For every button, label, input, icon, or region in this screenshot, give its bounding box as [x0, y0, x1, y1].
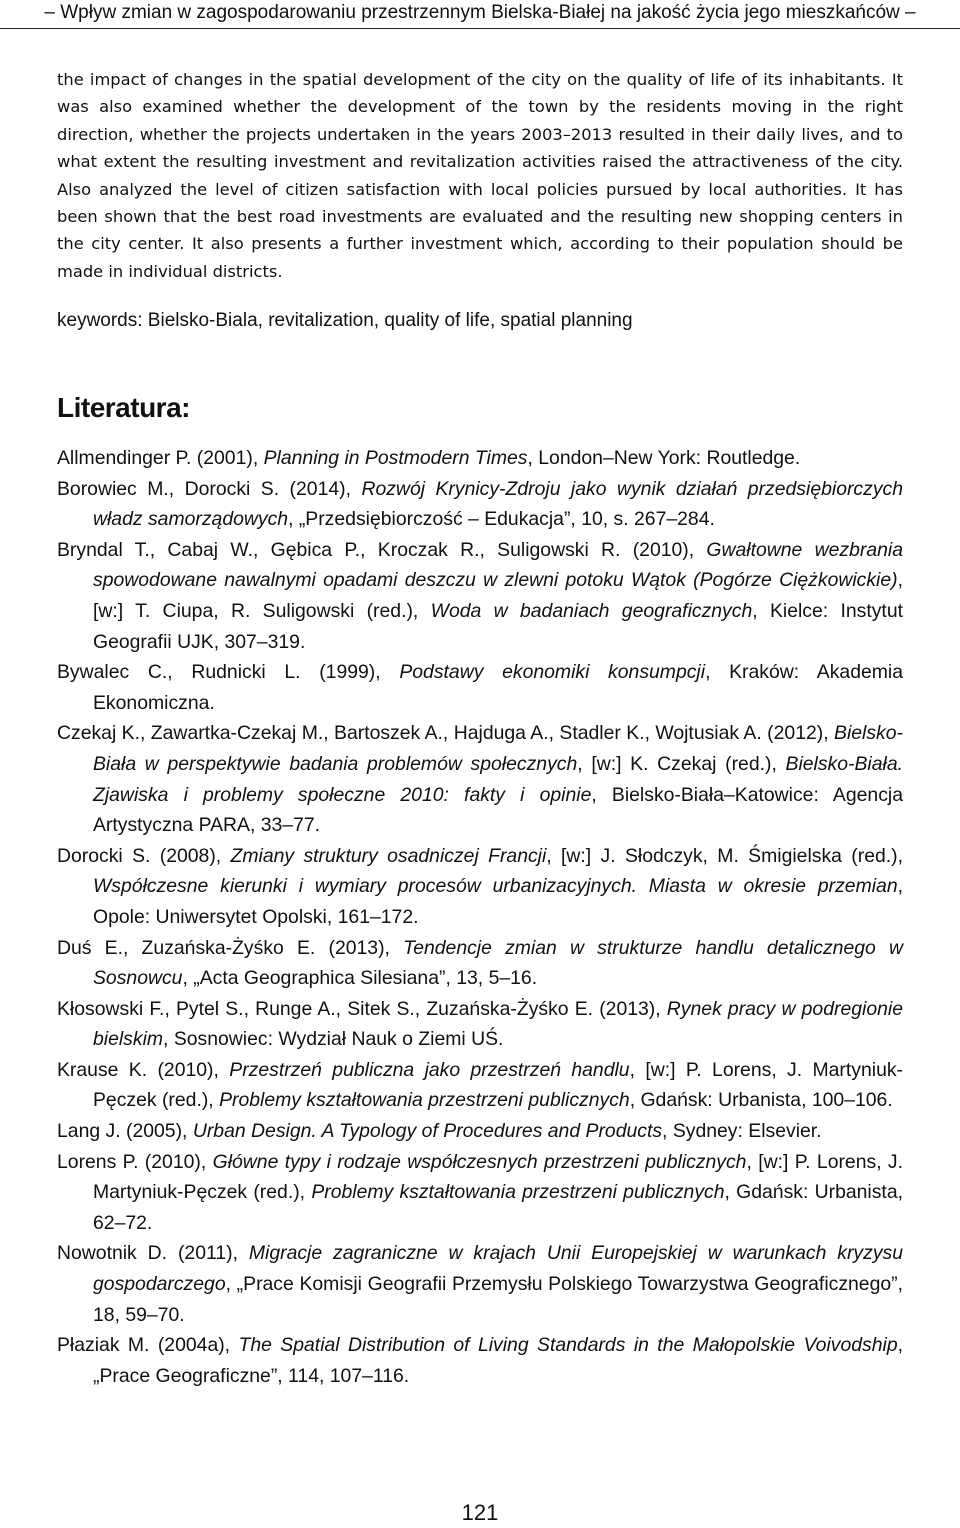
- reference-item: Allmendinger P. (2001), Planning in Postmodern Times, London–New York: Routledge.: [57, 447, 801, 469]
- keywords: keywords: Bielsko-Biala, revitalization, quality of life, spatial planning: [57, 310, 633, 331]
- abstract-lead: the impact of changes in the spatial development of the city on the quality of life of its inhabitants.: [57, 70, 886, 89]
- reference-item: Bryndal T., Cabaj W., Gębica P., Kroczak R., Suligowski R. (2010), Gwałtowne wezbrania spowodowane nawalnymi opadami deszczu w zlewni potoku Wątok (Pogórze Ciężkowickie), [w:] T. Ciupa, R. Suligowski (red.), Woda w badaniach geograficznych, Kielce: Instytut Geografii UJK, 307–319.: [57, 538, 903, 653]
- abstract-body: It was also examined whether the development of the town by the residents moving in the right direction, whether the projects undertaken in the years 2003–2013 resulted in their daily lives, and to what extent the resulting investment and revitalization activities raised the attractiveness of the city. Also analyzed the level of citizen satisfaction with local policies pursued by local authorities. It has been shown that the best road investments are evaluated and the resulting new shopping centers in the city center. It also presents a further investment which, according to their population should be made in individual districts.: [57, 70, 903, 281]
- page-number: 121: [461, 1500, 499, 1525]
- reference-item: Bywalec C., Rudnicki L. (1999), Podstawy ekonomiki konsumpcji, Kraków: Akademia Ekonomiczna.: [57, 661, 904, 714]
- reference-item: Kłosowski F., Pytel S., Runge A., Sitek S., Zuzańska-Żyśko E. (2013), Rynek pracy w podregionie bielskim, Sosnowiec: Wydział Nauk o Ziemi UŚ.: [57, 997, 903, 1051]
- reference-item: Duś E., Zuzańska-Żyśko E. (2013), Tendencje zmian w strukturze handlu detalicznego w Sosnowcu, „Acta Geographica Silesiana”, 13, 5–16.: [57, 936, 903, 990]
- reference-item: Czekaj K., Zawartka-Czekaj M., Bartoszek A., Hajduga A., Stadler K., Wojtusiak A. (2012), Bielsko-Biała w perspektywie badania problemów społecznych, [w:] K. Czekaj (red.), Bielsko-Biała. Zjawiska i problemy społeczne 2010: fakty i opinie, Bielsko-Biała–Katowice: Agencja Artystyczna PARA, 33–77.: [57, 722, 903, 837]
- reference-item: Borowiec M., Dorocki S. (2014), Rozwój Krynicy-Zdroju jako wynik działań przedsiębiorczych władz samorządowych, „Przedsiębiorczość – Edukacja”, 10, s. 267–284.: [57, 477, 903, 531]
- reference-item: Krause K. (2010), Przestrzeń publiczna jako przestrzeń handlu, [w:] P. Lorens, J. Martyniuk-Pęczek (red.), Problemy kształtowania przestrzeni publicznych, Gdańsk: Urbanista, 100–106.: [57, 1058, 904, 1112]
- abstract: [57, 66, 903, 285]
- literature-heading: Literatura:: [57, 392, 190, 423]
- reference-list: [57, 443, 903, 1391]
- reference-item: Płaziak M. (2004a), The Spatial Distribution of Living Standards in the Małopolskie Voivodship, „Prace Geograficzne”, 114, 107–116.: [57, 1334, 903, 1387]
- reference-item: Dorocki S. (2008), Zmiany struktury osadniczej Francji, [w:] J. Słodczyk, M. Śmigielska (red.), Współczesne kierunki i wymiary procesów urbanizacyjnych. Miasta w okresie przemian, Opole: Uniwersytet Opolski, 161–172.: [57, 844, 903, 928]
- running-head: – Wpływ zmian w zagospodarowaniu przestrzennym Bielska-Białej na jakość życia jego mieszkańców –: [0, 0, 960, 29]
- reference-item: Lang J. (2005), Urban Design. A Typology of Procedures and Products, Sydney: Elsevier.: [57, 1120, 822, 1143]
- reference-item: Nowotnik D. (2011), Migracje zagraniczne w krajach Unii Europejskiej w warunkach kryzysu gospodarczego, „Prace Komisji Geografii Przemysłu Polskiego Towarzystwa Geograficznego”, 18, 59–70.: [57, 1242, 903, 1326]
- reference-item: Lorens P. (2010), Główne typy i rodzaje współczesnych przestrzeni publicznych, [w:] P. Lorens, J. Martyniuk-Pęczek (red.), Problemy kształtowania przestrzeni publicznych, Gdańsk: Urbanista, 62–72.: [57, 1150, 904, 1234]
